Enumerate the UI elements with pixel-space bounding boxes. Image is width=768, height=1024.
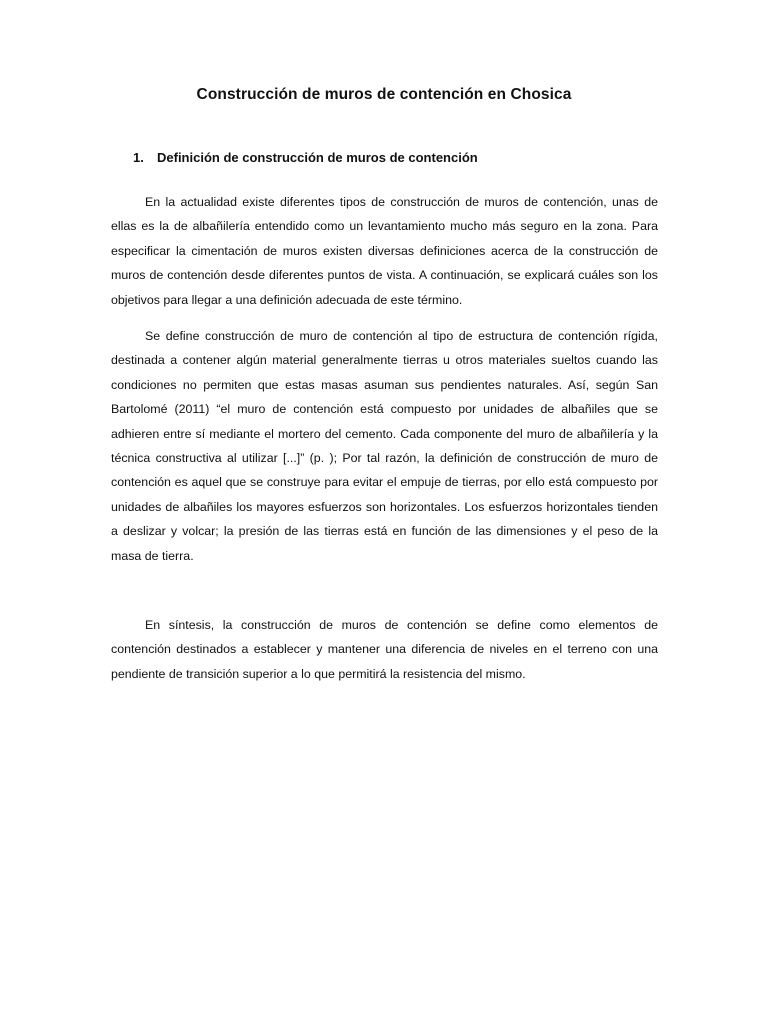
section-number: 1. [133,150,144,165]
paragraph-3: En síntesis, la construcción de muros de contención se define como elementos de contención destinados a establecer y mantener una diferencia de niveles en el terreno con una pendiente de transición superior a lo que permitirá la resistencia del mismo. [111,618,658,681]
section-heading-text: Definición de construcción de muros de contención [157,150,478,165]
section-heading [133,150,478,165]
paragraph-1: En la actualidad existe diferentes tipos de construcción de muros de contención, unas de ellas es la de albañilería entendido como un levantamiento mucho más seguro en la zona. Para especificar la cimentación de muros existen diversas definiciones acerca de la construcción de muros de contención desde diferentes puntos de vista. A continuación, se explicará cuáles son los objetivos para llegar a una definición adecuada de este término. [111,195,658,307]
paragraph-2: Se define construcción de muro de contención al tipo de estructura de contención rígida, destinada a contener algún material generalmente tierras u otros materiales sueltos cuando las condiciones no permiten que estas masas asuman sus pendientes naturales. Así, según San Bartolomé (2011) “el muro de contención está compuesto por unidades de albañiles que se adhieren entre sí mediante el mortero del cemento. Cada componente del muro de albañilería y la técnica constructiva al utilizar [...]” (p. ); Por tal razón, la definición de construcción de muro de contención es aquel que se construye para evitar el empuje de tierras, por ello está compuesto por unidades de albañiles los mayores esfuerzos son horizontales. Los esfuerzos horizontales tienden a deslizar y volcar; la presión de las tierras está en función de las dimensiones y el peso de la masa de tierra. [111,329,658,563]
document-title: Construcción de muros de contención en Chosica [196,86,572,103]
